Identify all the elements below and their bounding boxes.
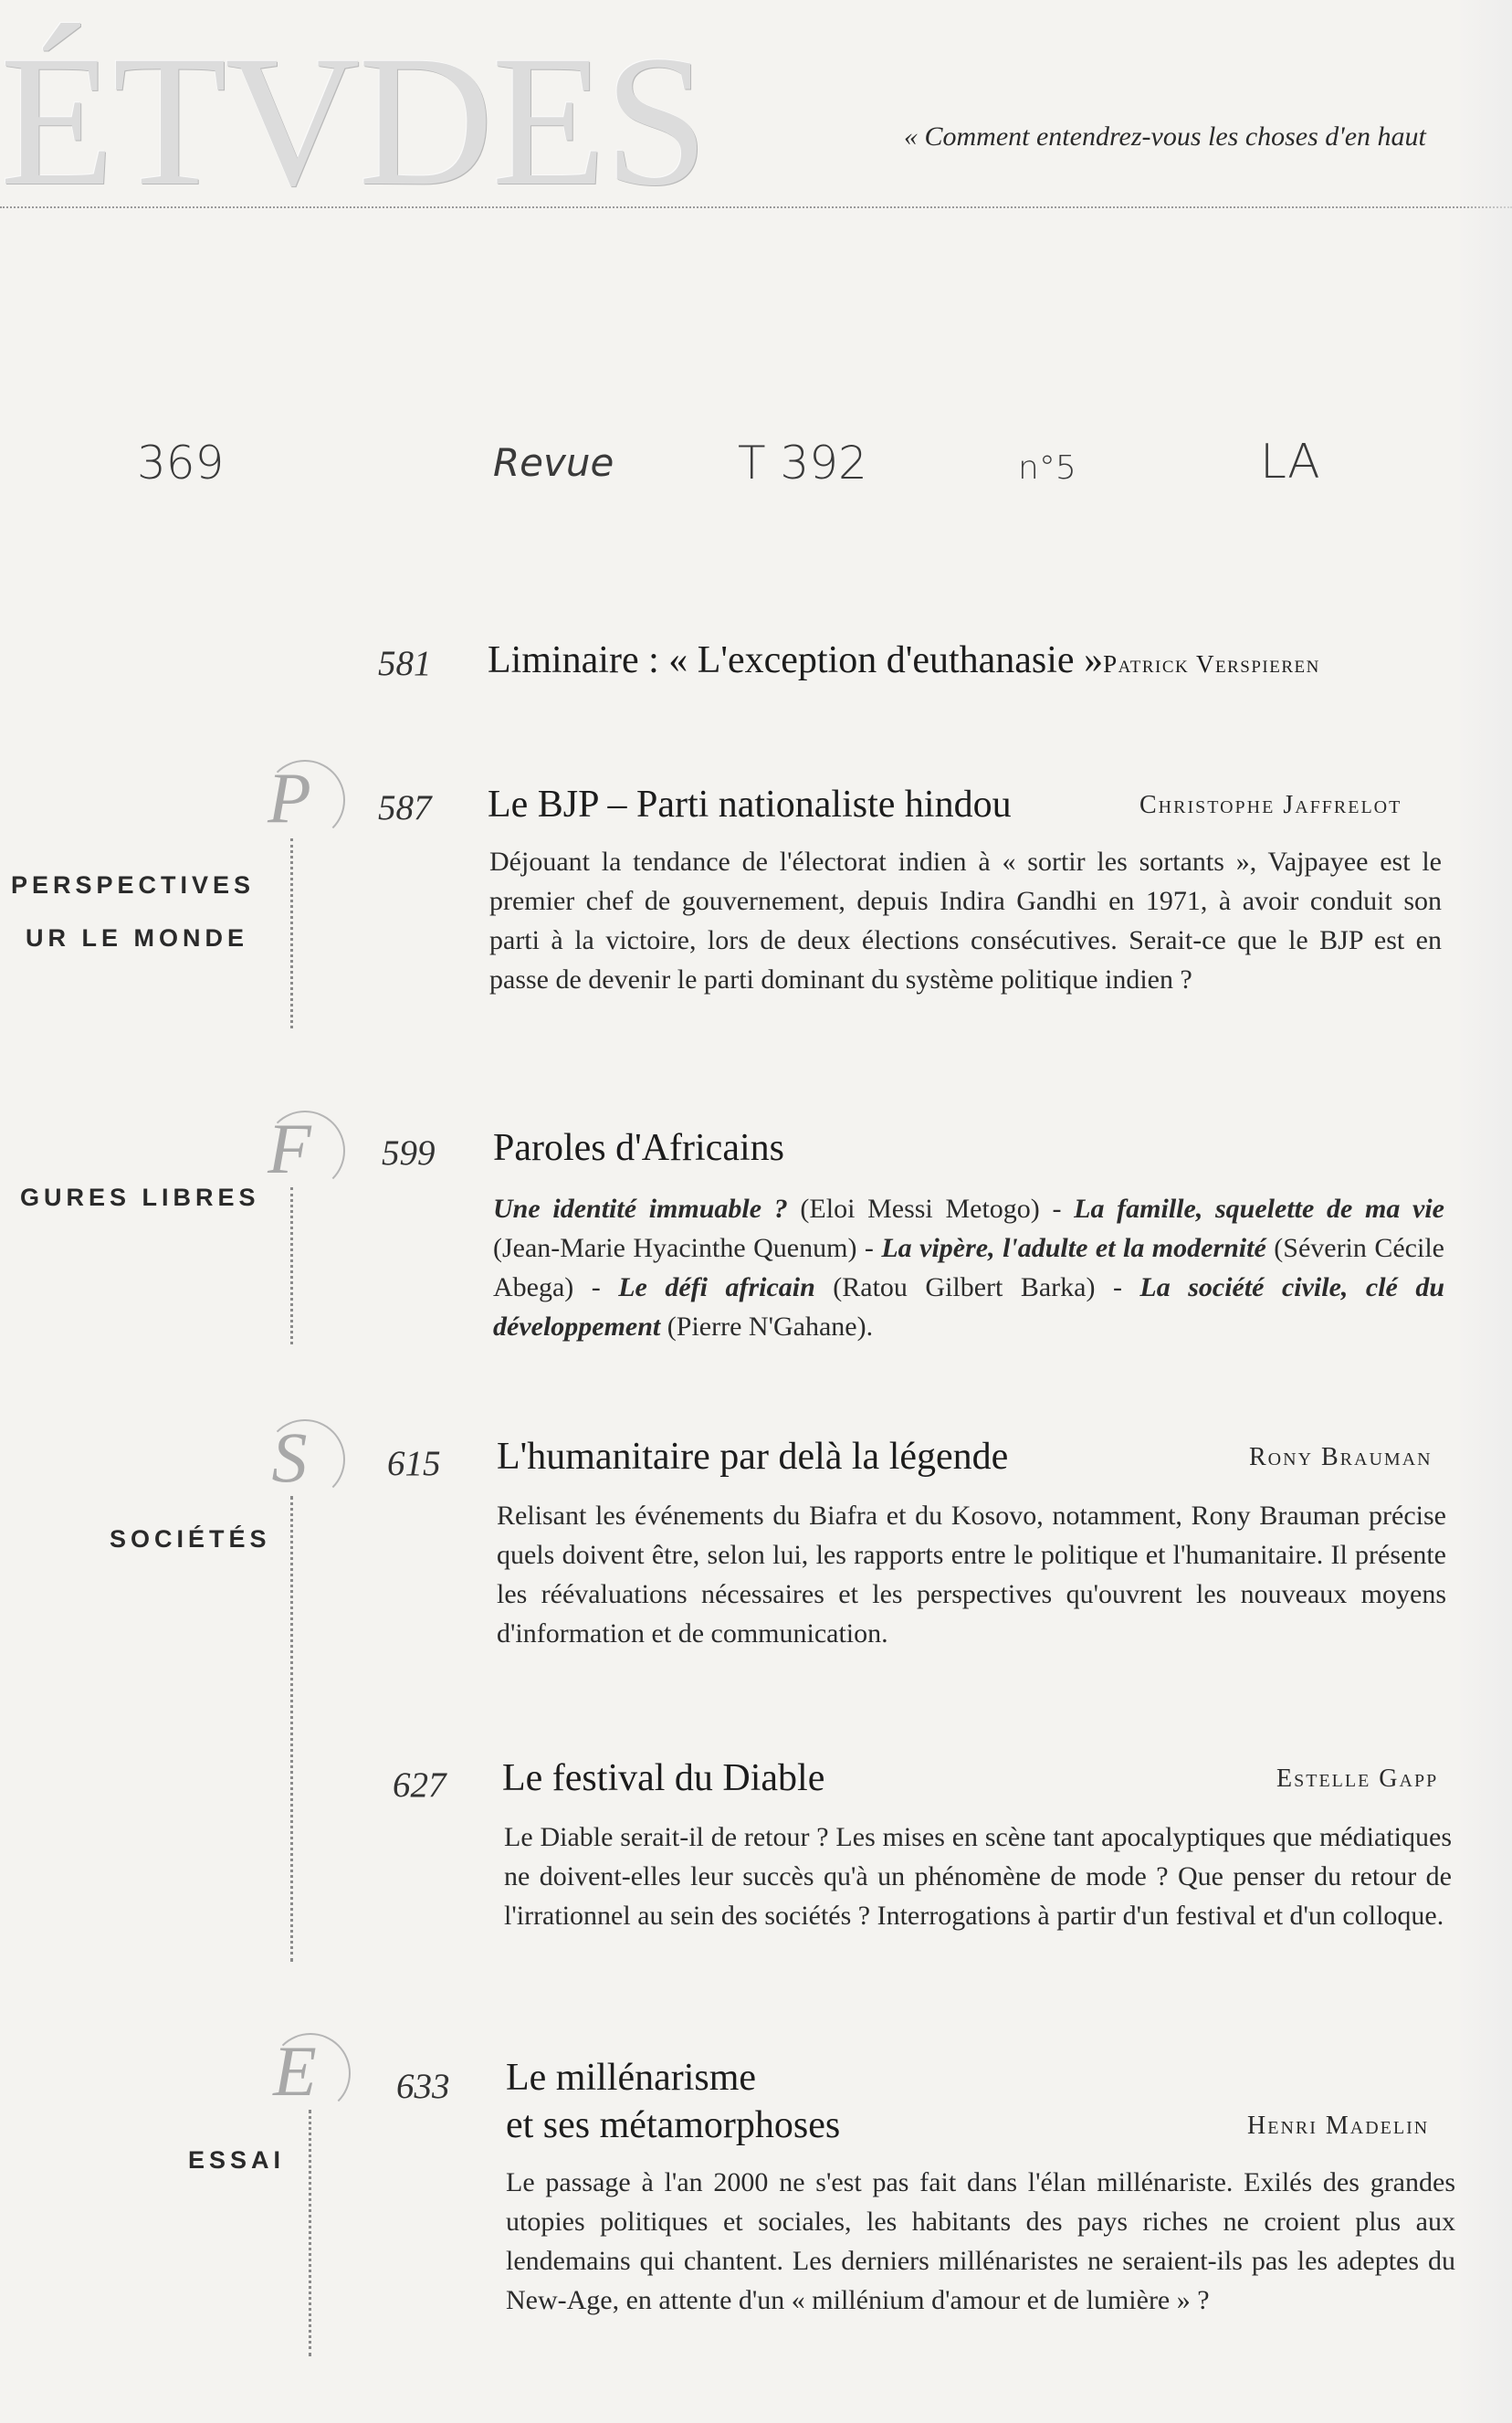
section-label-essai: ESSAI <box>188 2146 286 2174</box>
sub-article-author: (Séverin Cécile Abega) <box>493 1233 1444 1302</box>
entry-summary-587: Déjouant la tendance de l'électorat indien à « sortir les sortants », Vajpayee est le premier chef de gouvernement, depuis Indira Gandhi en 1971, à avoir conduit son parti à la victoire, lors de deux élections consécutives. Serait-ce que le BJP est en passe de devenir le parti dominant du système politique indien ? <box>489 847 1442 995</box>
section-p-dotted-rule <box>290 838 293 1028</box>
sub-article-title: La société civile, clé du développement <box>493 1272 1445 1342</box>
page-number-615: 615 <box>387 1444 441 1483</box>
section-label-monde: UR LE MONDE <box>26 924 248 952</box>
section-letter-e: E <box>245 2028 345 2115</box>
entry-summary-615: Relisant les événements du Biafra et du Kosovo, notamment, Rony Brauman précise quels doivent être, selon lui, les rapports entre le politique et l'humanitaire. Il présente les réévaluations nécessaires et les perspectives qu'ouvrent les nouveaux moyens d'information et de communication. <box>497 1501 1446 1649</box>
page-number-581: 581 <box>378 644 432 683</box>
handwritten-code: LA <box>1260 435 1320 490</box>
section-label-perspectives: PERSPECTIVES <box>11 871 256 899</box>
section-s-dotted-rule <box>290 1496 293 1962</box>
section-letter-p: P <box>239 754 340 842</box>
entry-summary-633: Le passage à l'an 2000 ne s'est pas fait dans l'élan millénariste. Exilés des grandes utopies politiques et sociales, les habitants des pays riches ne croient plus aux lendemains qui chantent. Les derniers millénaristes ne seraient-ils pas les adeptes du New-Age, en attente d'un « millénium d'amour et de lumière » ? <box>506 2167 1455 2315</box>
entry-title-587: Le BJP – Parti nationaliste hindou <box>488 784 1012 826</box>
sub-article-author: (Pierre N'Gahane). <box>667 1312 874 1342</box>
page-number-633: 633 <box>396 2067 450 2106</box>
section-letter-s: S <box>239 1414 340 1501</box>
separator: - <box>1095 1272 1140 1302</box>
page-number-599: 599 <box>382 1133 436 1173</box>
sub-article-author: (Eloi Messi Metogo) <box>800 1194 1040 1224</box>
entry-author-615: Rony Brauman <box>1249 1443 1433 1471</box>
section-letter-f: F <box>239 1105 340 1193</box>
sub-article-author: (Jean-Marie Hyacinthe Quenum) <box>493 1233 857 1263</box>
separator: - <box>856 1233 882 1263</box>
entry-title-627: Le festival du Diable <box>502 1757 825 1799</box>
section-f-dotted-rule <box>290 1187 293 1344</box>
entry-title-633-line2: et ses métamorphoses <box>506 2104 841 2146</box>
entry-title-581 <box>488 637 1320 683</box>
page-number-627: 627 <box>393 1765 446 1805</box>
sub-article-title: Une identité immuable ? <box>493 1194 788 1224</box>
handwritten-issue: n°5 <box>1018 449 1076 487</box>
handwritten-volume: T 392 <box>738 437 867 490</box>
entry-author-587: Christophe Jaffrelot <box>1139 791 1402 819</box>
section-e-dotted-rule <box>309 2110 311 2356</box>
masthead-motto: « Comment entendrez-vous les choses d'en haut <box>904 121 1426 152</box>
entry-title-581-text: Liminaire : « L'exception d'euthanasie » <box>488 639 1104 681</box>
separator: - <box>1039 1194 1075 1224</box>
entry-title-599: Paroles d'Africains <box>493 1127 784 1169</box>
separator: - <box>573 1272 619 1302</box>
sub-article-title: Le défi africain <box>618 1272 815 1302</box>
entry-title-633-line1: Le millénarisme <box>506 2057 757 2099</box>
handwritten-note: Revue <box>493 440 614 485</box>
sub-article-title: La famille, squelette de ma vie <box>1074 1194 1444 1224</box>
section-label-societes: SOCIÉTÉS <box>110 1525 271 1553</box>
masthead-logo: ÉTVDES <box>0 17 707 225</box>
page-edge-shadow <box>1457 0 1512 2423</box>
header-divider <box>0 206 1512 208</box>
entry-summary-599 <box>493 1189 1444 1346</box>
page-number-587: 587 <box>378 788 432 827</box>
sub-article-title: La vipère, l'adulte et la modernité <box>881 1233 1266 1263</box>
entry-author-633: Henri Madelin <box>1247 2112 1430 2140</box>
entry-author-581: Patrick Verspieren <box>1103 650 1320 678</box>
entry-title-615: L'humanitaire par delà la légende <box>497 1436 1009 1478</box>
sub-article-author: (Ratou Gilbert Barka) <box>833 1272 1096 1302</box>
handwritten-number: 369 <box>137 437 225 490</box>
entry-author-627: Estelle Gapp <box>1276 1765 1439 1793</box>
section-label-figures-libres: GURES LIBRES <box>20 1184 260 1211</box>
entry-summary-627: Le Diable serait-il de retour ? Les mises en scène tant apocalyptiques que médiatiques ne doivent-elles leur succès qu'à un phénomène de mode ? Que penser du retour de l'irrationnel au sein des sociétés ? Interrogations à partir d'un festival et d'un colloque. <box>504 1822 1452 1931</box>
